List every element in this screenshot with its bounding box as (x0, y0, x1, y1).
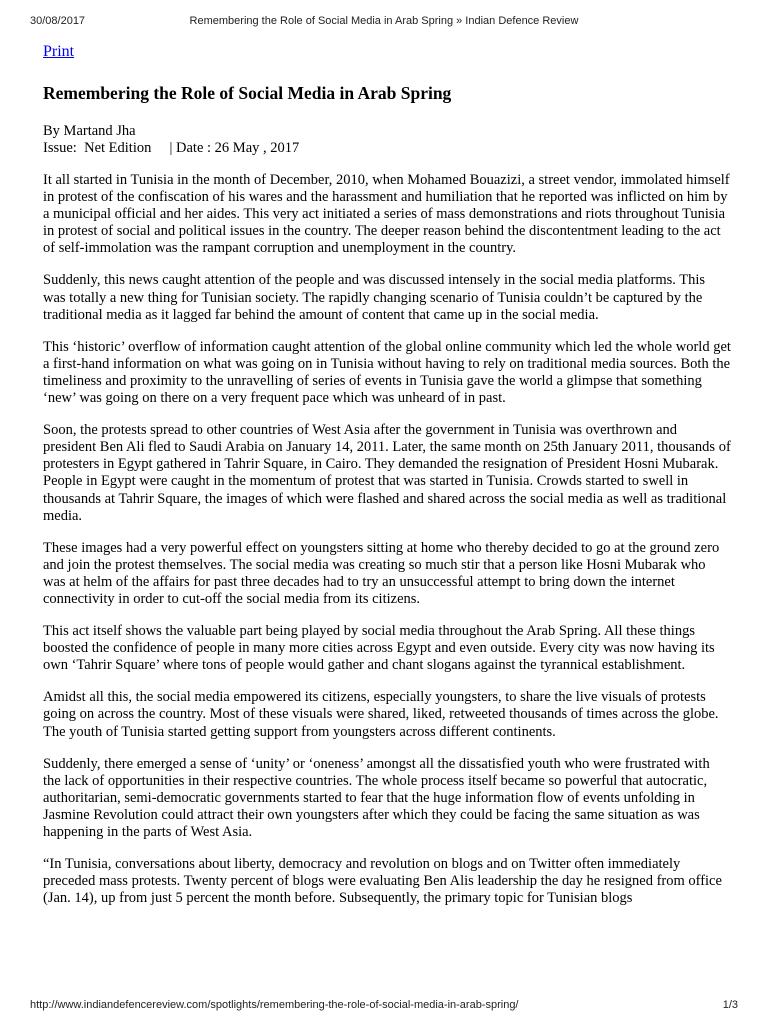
paragraph: Suddenly, this news caught attention of the people and was discussed intensely in the social media platforms. This was totally a new thing for Tunisian society. The rapidly changing scenario of Tunisia couldn’t be captured by the traditional media as it lagged far behind the amount of content that came up in the social media. (43, 272, 706, 323)
issue-value: Net Edition (84, 140, 152, 156)
paragraph: These images had a very powerful effect on youngsters sitting at home who thereby decided to go at the ground zero and join the protest themselves. The social media was creating so much stir that a person like Hosni Mubarak who was at helm of the affairs for past three decades had to try an unsuccessful attempt to bring down the internet connectivity in order to cut-off the social media from its citizens. (43, 539, 720, 607)
print-url: http://www.indiandefencereview.com/spotlights/remembering-the-role-of-social-media-in-arab-spring/ (30, 999, 519, 1011)
article-meta (43, 140, 731, 157)
print-page-title: Remembering the Role of Social Media in Arab Spring » Indian Defence Review (189, 15, 579, 27)
paragraph: This act itself shows the valuable part being played by social media throughout the Arab Spring. All these things boosted the confidence of people in many more cities across Egypt and even outside. Every city was now having its own ‘Tahrir Square’ where tons of people would gather and chant slogans against the tyrannical establishment. (43, 623, 715, 674)
print-link[interactable]: Print (43, 43, 75, 60)
paragraph: It all started in Tunisia in the month of December, 2010, when Mohamed Bouazizi, a street vendor, immolated himself in protest of the confiscation of his wares and the harassment and humiliation that he reported was inflicted on him by a municipal official and her aides. This very act initiated a series of mass demonstrations and riots throughout Tunisia in protest of social and political issues in the country. The deeper reason behind the discontentment leading to the act of self-immolation was the rampant corruption and unemployment in the country. (43, 172, 730, 257)
paragraph: Suddenly, there emerged a sense of ‘unity’ or ‘oneness’ amongst all the dissatisfied youth who were frustrated with the lack of opportunities in their respective countries. The whole process itself became so powerful that autocratic, authoritarian, semi-democratic governments started to fear that the huge information flow of events unfolding in Jasmine Revolution could attract their own youngsters after which they could be facing the same situation as was happening in the parts of West Asia. (43, 755, 710, 840)
print-date: 30/08/2017 (30, 15, 86, 27)
issue-label: Issue: (43, 140, 77, 156)
article-body (43, 172, 731, 907)
paragraph: “In Tunisia, conversations about liberty, democracy and revolution on blogs and on Twitter often immediately preceded mass protests. Twenty percent of blogs were evaluating Ben Alis leadership the day he resigned from office (Jan. 14), up from just 5 percent the month before. Subsequently, the primary topic for Tunisian blogs (43, 856, 722, 907)
page-content (43, 42, 731, 922)
paragraph: This ‘historic’ overflow of information caught attention of the global online community which led the whole world get a first-hand information on what was going on in Tunisia without having to rely on traditional media sources. Both the timeliness and proximity to the unravelling of series of events in Tunisia gave the world a glimpse that something ‘new’ was going on there on a very frequent pace which was unheard of in past. (43, 338, 731, 407)
date-value: 26 May , 2017 (214, 140, 300, 156)
page-counter: 1/3 (722, 999, 738, 1011)
print-header (30, 15, 738, 31)
date-label: | Date : (169, 140, 212, 156)
article-byline: By Martand Jha (43, 123, 136, 139)
paragraph: Amidst all this, the social media empowered its citizens, especially youngsters, to share the live visuals of protests going on across the country. Most of these visuals were shared, liked, retweeted thousands of times across the globe. The youth of Tunisia started getting support from youngsters across different continents. (43, 689, 719, 740)
paragraph: Soon, the protests spread to other countries of West Asia after the government in Tunisia was overthrown and president Ben Ali fled to Saudi Arabia on January 14, 2011. Later, the same month on 25th January 2011, thousands of protesters in Egypt gathered in Tahrir Square, in Cairo. They demanded the resignation of President Hosni Mubarak. People in Egypt were caught in the momentum of protest that was started in Tunisia. Crowds started to swell in thousands at Tahrir Square, the images of which were flashed and shared across the social media as well as traditional media. (43, 422, 731, 524)
article-title: Remembering the Role of Social Media in Arab Spring (43, 83, 452, 103)
print-footer (30, 999, 738, 1015)
